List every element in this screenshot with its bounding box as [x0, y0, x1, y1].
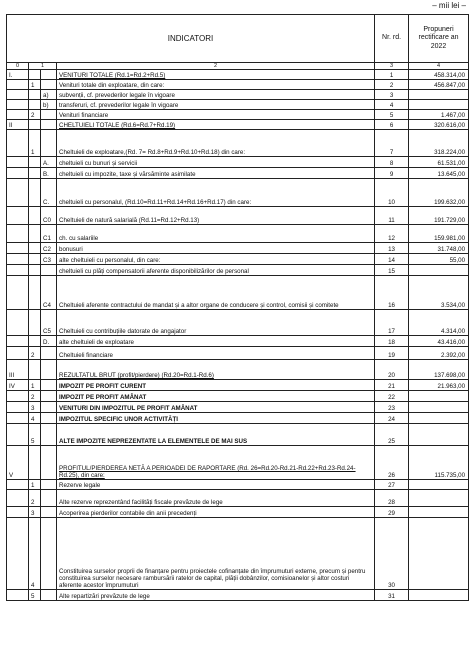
amount-value: 13.645,00 [409, 168, 469, 179]
row-number: 10 [375, 179, 409, 207]
section-code: V [7, 446, 29, 480]
amount-value [409, 265, 469, 276]
index-cell: 2 [57, 63, 375, 70]
item-number [29, 225, 41, 243]
sub-code: b) [41, 100, 57, 110]
item-number: 2 [29, 347, 41, 360]
amount-value [409, 90, 469, 100]
indicator-label: Cheltuieli financiare [57, 347, 375, 360]
sub-code: C4 [41, 276, 57, 310]
sub-code: C2 [41, 243, 57, 254]
row-number: 27 [375, 480, 409, 490]
sub-code [41, 360, 57, 380]
indicator-label: subvenții, cf. prevederilor legale în vigoare [57, 90, 375, 100]
section-code [7, 518, 29, 590]
row-number: 19 [375, 347, 409, 360]
item-number [29, 100, 41, 110]
item-number [29, 446, 41, 480]
item-number: 5 [29, 590, 41, 601]
item-number [29, 254, 41, 265]
indicator-label: Cheltuieli cu contribuțiile datorate de angajator [57, 310, 375, 336]
table-row [7, 254, 469, 265]
amount-value: 320.616,00 [409, 120, 469, 130]
sub-code [41, 507, 57, 518]
sub-code: C3 [41, 254, 57, 265]
amount-value [409, 402, 469, 413]
table-body [7, 70, 469, 601]
table-row [7, 100, 469, 110]
row-number: 28 [375, 490, 409, 507]
indicator-label: Alte repartizări prevăzute de lege [57, 590, 375, 601]
indicator-label: Alte rezerve reprezentând facilități fiscale prevăzute de lege [57, 490, 375, 507]
table-row [7, 347, 469, 360]
table-row [7, 157, 469, 168]
indicator-label: IMPOZIT PE PROFIT AMÂNAT [57, 391, 375, 402]
section-code [7, 130, 29, 157]
table-row [7, 276, 469, 310]
amount-value: 3.534,00 [409, 276, 469, 310]
sub-code: C0 [41, 207, 57, 225]
row-number: 22 [375, 391, 409, 402]
table-row [7, 480, 469, 490]
indicator-label: Venituri financiare [57, 110, 375, 120]
table-row [7, 225, 469, 243]
sub-code: a) [41, 90, 57, 100]
indicator-label: Rezerve legale [57, 480, 375, 490]
section-code [7, 225, 29, 243]
index-cell: 3 [375, 63, 409, 70]
indicator-label: Cheltuieli aferente contractului de mandat și a altor organe de conducere și control, comisii și comitete [57, 276, 375, 310]
sub-code [41, 518, 57, 590]
proposals-header: Propuneri rectificare an 2022 [409, 15, 469, 63]
amount-value [409, 590, 469, 601]
row-number: 4 [375, 100, 409, 110]
sub-code [41, 391, 57, 402]
sub-code [41, 347, 57, 360]
row-number: 3 [375, 90, 409, 100]
table-row [7, 120, 469, 130]
amount-value: 199.632,00 [409, 179, 469, 207]
amount-value [409, 518, 469, 590]
sub-code [41, 110, 57, 120]
section-code [7, 336, 29, 347]
indicator-label: transferuri, cf. prevederilor legale în vigoare [57, 100, 375, 110]
table-row [7, 168, 469, 179]
section-code: I. [7, 70, 29, 80]
row-number: 2 [375, 80, 409, 90]
item-number: 4 [29, 518, 41, 590]
amount-value: 159.981,00 [409, 225, 469, 243]
item-number [29, 265, 41, 276]
amount-value: 2.392,00 [409, 347, 469, 360]
indicator-label: Constituirea surselor proprii de finanțare pentru proiectele cofinanțate din împrumuturi externe, precum și pentru constituirea surselor necesare rambursării ratelor de capital, plății dobânzilor, comisioanelor și altor costuri aferente acestor împrumuturi [57, 518, 375, 590]
row-number: 17 [375, 310, 409, 336]
item-number [29, 70, 41, 80]
index-cell: 4 [409, 63, 469, 70]
row-number: 9 [375, 168, 409, 179]
sub-code: C5 [41, 310, 57, 336]
sub-code: C1 [41, 225, 57, 243]
table-row [7, 130, 469, 157]
indicator-label: VENITURI DIN IMPOZITUL PE PROFIT AMÂNAT [57, 402, 375, 413]
amount-value [409, 424, 469, 446]
table-row [7, 402, 469, 413]
item-number [29, 276, 41, 310]
amount-value [409, 100, 469, 110]
sub-code [41, 130, 57, 157]
row-number: 24 [375, 413, 409, 424]
indicator-label: cheltuieli cu bunuri și servicii [57, 157, 375, 168]
amount-value: 318.224,00 [409, 130, 469, 157]
sub-code [41, 490, 57, 507]
table-row [7, 179, 469, 207]
row-number: 29 [375, 507, 409, 518]
table-row [7, 380, 469, 391]
row-number: 18 [375, 336, 409, 347]
item-number [29, 310, 41, 336]
amount-value [409, 391, 469, 402]
amount-value: 43.416,00 [409, 336, 469, 347]
row-number: 12 [375, 225, 409, 243]
header-row [7, 15, 469, 63]
row-number: 14 [375, 254, 409, 265]
amount-value: 55,00 [409, 254, 469, 265]
table-row [7, 391, 469, 402]
section-code [7, 490, 29, 507]
item-number [29, 243, 41, 254]
sub-code [41, 413, 57, 424]
sub-code: C. [41, 179, 57, 207]
indicator-label: cheltuieli cu impozite, taxe și vărsăminte asimilate [57, 168, 375, 179]
item-number [29, 360, 41, 380]
row-number: 30 [375, 518, 409, 590]
sub-code [41, 590, 57, 601]
row-number: 5 [375, 110, 409, 120]
sub-code [41, 120, 57, 130]
table-row [7, 507, 469, 518]
row-number: 7 [375, 130, 409, 157]
amount-value: 456.847,00 [409, 80, 469, 90]
amount-value: 1.467,00 [409, 110, 469, 120]
row-number: 21 [375, 380, 409, 391]
section-code [7, 110, 29, 120]
row-number: 16 [375, 276, 409, 310]
indicator-label: alte cheltuieli de exploatare [57, 336, 375, 347]
sub-code [41, 446, 57, 480]
row-number: 23 [375, 402, 409, 413]
section-code [7, 207, 29, 225]
table-row [7, 80, 469, 90]
table-row [7, 446, 469, 480]
amount-value: 115.735,00 [409, 446, 469, 480]
table-row [7, 424, 469, 446]
amount-value [409, 490, 469, 507]
section-code [7, 276, 29, 310]
sub-code [41, 402, 57, 413]
indicator-label: PROFITUL/PIERDEREA NETĂ A PERIOADEI DE RAPORTARE (Rd. 26=Rd.20-Rd.21-Rd.22+Rd.23-Rd.24-Rd.25), din care: [57, 446, 375, 480]
index-cell: 0 [7, 63, 29, 70]
sub-code [41, 265, 57, 276]
section-code [7, 413, 29, 424]
section-code [7, 100, 29, 110]
item-number [29, 120, 41, 130]
item-number: 4 [29, 413, 41, 424]
item-number: 1 [29, 480, 41, 490]
item-number: 1 [29, 80, 41, 90]
item-number: 1 [29, 380, 41, 391]
indicator-label: CHELTUIELI TOTALE (Rd.6=Rd.7+Rd.19) [57, 120, 375, 130]
sub-code [41, 480, 57, 490]
section-code [7, 254, 29, 265]
section-code [7, 265, 29, 276]
indicator-label: cheltuieli cu plăți compensatorii aferente disponibilizărilor de personal [57, 265, 375, 276]
table-row [7, 310, 469, 336]
unit-label: – mii lei – [432, 1, 466, 10]
indicator-label: Venituri totale din exploatare, din care: [57, 80, 375, 90]
section-code [7, 347, 29, 360]
section-code [7, 310, 29, 336]
section-code [7, 480, 29, 490]
row-number: 8 [375, 157, 409, 168]
section-code: IV [7, 380, 29, 391]
row-number: 26 [375, 446, 409, 480]
section-code: III [7, 360, 29, 380]
row-number: 31 [375, 590, 409, 601]
row-number: 11 [375, 207, 409, 225]
table-row [7, 243, 469, 254]
section-code [7, 157, 29, 168]
item-number: 5 [29, 424, 41, 446]
item-number [29, 90, 41, 100]
row-number: 6 [375, 120, 409, 130]
item-number: 3 [29, 507, 41, 518]
table-row [7, 360, 469, 380]
indicator-label: Acoperirea pierderilor contabile din anii precedenți [57, 507, 375, 518]
row-number-header: Nr. rd. [375, 15, 409, 63]
section-code [7, 80, 29, 90]
item-number: 2 [29, 391, 41, 402]
table-row [7, 590, 469, 601]
row-number: 15 [375, 265, 409, 276]
row-number: 1 [375, 70, 409, 80]
indicator-label: IMPOZIT PE PROFIT CURENT [57, 380, 375, 391]
indicator-label: VENITURI TOTALE (Rd.1=Rd.2+Rd.5) [57, 70, 375, 80]
row-number: 13 [375, 243, 409, 254]
table-row [7, 207, 469, 225]
amount-value: 191.729,00 [409, 207, 469, 225]
amount-value [409, 507, 469, 518]
index-row [7, 63, 469, 70]
indicators-header: INDICATORI [7, 15, 375, 63]
section-code [7, 179, 29, 207]
sub-code [41, 380, 57, 391]
sub-code [41, 80, 57, 90]
section-code: II [7, 120, 29, 130]
indicator-label: Cheltuieli de natură salarială (Rd.11=Rd.12+Rd.13) [57, 207, 375, 225]
sub-code [41, 424, 57, 446]
section-code [7, 90, 29, 100]
item-number: 1 [29, 130, 41, 157]
amount-value [409, 480, 469, 490]
amount-value: 4.314,00 [409, 310, 469, 336]
table-row [7, 70, 469, 80]
indicator-label: Cheltuieli de exploatare,(Rd. 7= Rd.8+Rd.9+Rd.10+Rd.18) din care: [57, 130, 375, 157]
section-code [7, 402, 29, 413]
sub-code [41, 70, 57, 80]
item-number [29, 168, 41, 179]
section-code [7, 243, 29, 254]
table-row [7, 518, 469, 590]
table-row [7, 413, 469, 424]
sub-code: D. [41, 336, 57, 347]
table-row [7, 336, 469, 347]
indicator-label: IMPOZITUL SPECIFIC UNOR ACTIVITĂȚI [57, 413, 375, 424]
section-code [7, 507, 29, 518]
item-number: 2 [29, 110, 41, 120]
table-row [7, 90, 469, 100]
indicator-label: ALTE IMPOZITE NEPREZENTATE LA ELEMENTELE DE MAI SUS [57, 424, 375, 446]
amount-value [409, 413, 469, 424]
item-number [29, 336, 41, 347]
item-number: 3 [29, 402, 41, 413]
section-code [7, 391, 29, 402]
section-code [7, 168, 29, 179]
indicator-label: REZULTATUL BRUT (profit/pierdere) (Rd.20=Rd.1-Rd.6) [57, 360, 375, 380]
amount-value: 458.314,00 [409, 70, 469, 80]
indicator-label: alte cheltuieli cu personalul, din care: [57, 254, 375, 265]
table-row [7, 490, 469, 507]
row-number: 25 [375, 424, 409, 446]
amount-value: 31.748,00 [409, 243, 469, 254]
item-number [29, 207, 41, 225]
amount-value: 137.698,00 [409, 360, 469, 380]
amount-value: 61.531,00 [409, 157, 469, 168]
indicator-label: cheltuieli cu personalul, (Rd.10=Rd.11+Rd.14+Rd.16+Rd.17) din care: [57, 179, 375, 207]
section-code [7, 590, 29, 601]
index-cell: 1 [29, 63, 57, 70]
sub-code: A. [41, 157, 57, 168]
row-number: 20 [375, 360, 409, 380]
amount-value: 21.963,00 [409, 380, 469, 391]
indicator-label: bonusuri [57, 243, 375, 254]
table-row [7, 265, 469, 276]
item-number [29, 157, 41, 168]
item-number [29, 179, 41, 207]
section-code [7, 424, 29, 446]
item-number: 2 [29, 490, 41, 507]
sub-code: B. [41, 168, 57, 179]
indicator-label: ch. cu salariile [57, 225, 375, 243]
budget-table [6, 14, 469, 601]
table-row [7, 110, 469, 120]
